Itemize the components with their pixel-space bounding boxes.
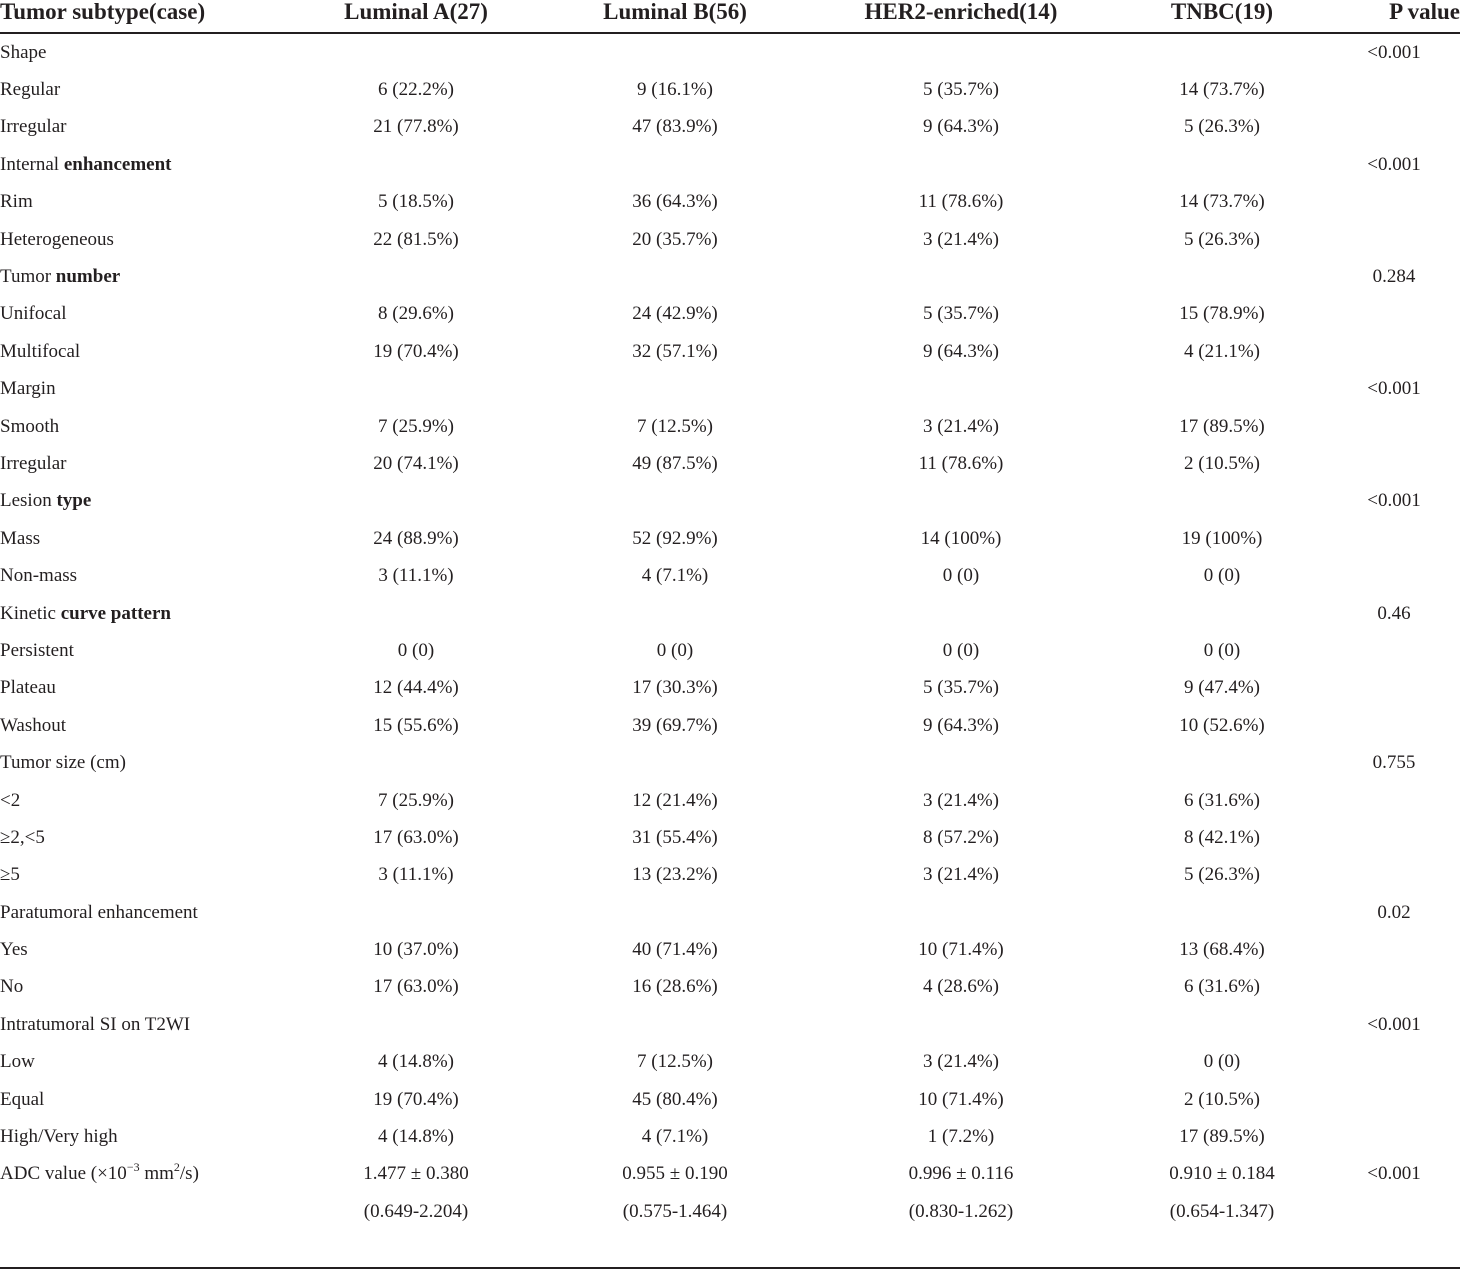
- value-cell: 17 (63.0%): [373, 976, 459, 998]
- table-row: [0, 969, 1460, 1006]
- value-cell: 15 (78.9%): [1179, 303, 1265, 325]
- value-cell: 5 (18.5%): [378, 191, 454, 213]
- category-label-bold: number: [55, 266, 121, 288]
- row-label: Persistent: [0, 639, 74, 661]
- category-label: [0, 595, 288, 632]
- category-label-text: Lesion: [0, 490, 57, 512]
- category-row: [0, 146, 1460, 183]
- value-cell: 4 (14.8%): [378, 1051, 454, 1073]
- row-label: Yes: [0, 939, 28, 961]
- table-row: [0, 819, 1460, 856]
- value-cell: 5 (35.7%): [923, 303, 999, 325]
- value-cell: 21 (77.8%): [373, 116, 459, 138]
- table-row: [0, 71, 1460, 108]
- row-label: <2: [0, 789, 21, 811]
- value-cell: 4 (21.1%): [1184, 340, 1260, 362]
- category-label-text: Shape: [0, 41, 47, 63]
- value-cell: 14 (73.7%): [1179, 191, 1265, 213]
- value-cell: 8 (57.2%): [923, 826, 999, 848]
- p-value-cell: 0.284: [1372, 266, 1416, 288]
- row-label: Smooth: [0, 415, 60, 437]
- p-value-cell: <0.001: [1367, 1163, 1421, 1185]
- value-cell: 5 (35.7%): [923, 79, 999, 101]
- value-cell: 7 (25.9%): [378, 415, 454, 437]
- value-cell: 5 (26.3%): [1184, 116, 1260, 138]
- category-label-bold: enhancement: [63, 153, 172, 175]
- value-cell: 5 (26.3%): [1184, 864, 1260, 886]
- p-value-cell: 0.755: [1372, 752, 1416, 774]
- header-tumor-subtype: Tumor subtype(case): [0, 0, 206, 24]
- bottom-rule: [0, 1267, 1460, 1269]
- value-cell: 39 (69.7%): [632, 714, 718, 736]
- value-cell: 6 (31.6%): [1184, 789, 1260, 811]
- p-value-cell: 0.46: [1377, 602, 1411, 624]
- row-label: Mass: [0, 527, 41, 549]
- value-cell: 10 (71.4%): [918, 939, 1004, 961]
- category-row: [0, 595, 1460, 632]
- table-row: [0, 707, 1460, 744]
- value-cell: 45 (80.4%): [632, 1088, 718, 1110]
- value-cell: 32 (57.1%): [632, 340, 718, 362]
- value-cell: 19 (70.4%): [373, 1088, 459, 1110]
- value-cell: 7 (12.5%): [637, 1051, 713, 1073]
- value-cell: 40 (71.4%): [632, 939, 718, 961]
- adc-range-cell: (0.654-1.347): [1169, 1200, 1275, 1222]
- adc-row: [0, 1156, 1460, 1193]
- category-label-text: Internal: [0, 153, 64, 175]
- value-cell: 20 (74.1%): [373, 452, 459, 474]
- adc-mean-cell: 1.477 ± 0.380: [363, 1163, 469, 1185]
- header-p-value: P value: [1389, 0, 1460, 24]
- category-label: [0, 483, 288, 520]
- value-cell: 22 (81.5%): [373, 228, 459, 250]
- value-cell: 24 (88.9%): [373, 527, 459, 549]
- value-cell: 20 (35.7%): [632, 228, 718, 250]
- header-luminal-b: Luminal B(56): [603, 0, 747, 24]
- table-row: [0, 632, 1460, 669]
- table-row: [0, 670, 1460, 707]
- value-cell: 10 (71.4%): [918, 1088, 1004, 1110]
- value-cell: 6 (22.2%): [378, 79, 454, 101]
- value-cell: 5 (35.7%): [923, 677, 999, 699]
- category-row: [0, 483, 1460, 520]
- table-row: [0, 557, 1460, 594]
- row-label: Heterogeneous: [0, 228, 114, 250]
- row-label: Rim: [0, 191, 33, 213]
- table-row: [0, 1118, 1460, 1155]
- category-label: [0, 146, 288, 183]
- category-row: [0, 1006, 1460, 1043]
- value-cell: 36 (64.3%): [632, 191, 718, 213]
- value-cell: 0 (0): [1203, 639, 1241, 661]
- adc-mean-cell: 0.955 ± 0.190: [622, 1163, 728, 1185]
- value-cell: 0 (0): [942, 565, 980, 587]
- adc-range-cell: (0.649-2.204): [363, 1200, 469, 1222]
- category-label-text: Tumor: [0, 266, 56, 288]
- table-row: [0, 931, 1460, 968]
- value-cell: 4 (14.8%): [378, 1126, 454, 1148]
- category-label: [0, 371, 288, 408]
- adc-range-cell: (0.575-1.464): [622, 1200, 728, 1222]
- value-cell: 47 (83.9%): [632, 116, 718, 138]
- adc-label-part: 2: [173, 1160, 180, 1175]
- category-label-text: Tumor size (cm): [0, 752, 126, 774]
- adc-mean-cell: 0.996 ± 0.116: [908, 1163, 1014, 1185]
- header-luminal-a: Luminal A(27): [344, 0, 488, 24]
- row-label: ≥5: [0, 864, 20, 886]
- value-cell: 16 (28.6%): [632, 976, 718, 998]
- value-cell: 19 (100%): [1181, 527, 1263, 549]
- category-row: [0, 34, 1460, 71]
- value-cell: 0 (0): [656, 639, 694, 661]
- value-cell: 4 (7.1%): [641, 1126, 709, 1148]
- value-cell: 4 (7.1%): [641, 565, 709, 587]
- value-cell: 3 (21.4%): [923, 415, 999, 437]
- row-label: No: [0, 976, 24, 998]
- table-row: [0, 445, 1460, 482]
- table-row: [0, 184, 1460, 221]
- value-cell: 13 (23.2%): [632, 864, 718, 886]
- value-cell: 52 (92.9%): [632, 527, 718, 549]
- table-row: [0, 408, 1460, 445]
- row-label: ≥2,<5: [0, 826, 45, 848]
- table-row: [0, 109, 1460, 146]
- adc-range-row: [0, 1193, 1460, 1230]
- value-cell: 9 (64.3%): [923, 340, 999, 362]
- value-cell: 14 (73.7%): [1179, 79, 1265, 101]
- category-label: [0, 894, 288, 931]
- table-row: [0, 1081, 1460, 1118]
- value-cell: 9 (64.3%): [923, 714, 999, 736]
- value-cell: 7 (12.5%): [637, 415, 713, 437]
- value-cell: 3 (21.4%): [923, 1051, 999, 1073]
- table-row: [0, 1044, 1460, 1081]
- value-cell: 11 (78.6%): [918, 191, 1004, 213]
- adc-mean-cell: 0.910 ± 0.184: [1169, 1163, 1275, 1185]
- value-cell: 10 (52.6%): [1179, 714, 1265, 736]
- value-cell: 4 (28.6%): [923, 976, 999, 998]
- value-cell: 2 (10.5%): [1184, 1088, 1260, 1110]
- p-value-cell: <0.001: [1367, 490, 1421, 512]
- row-label: Irregular: [0, 452, 67, 474]
- value-cell: 5 (26.3%): [1184, 228, 1260, 250]
- value-cell: 17 (63.0%): [373, 826, 459, 848]
- value-cell: 8 (29.6%): [378, 303, 454, 325]
- table-row: [0, 221, 1460, 258]
- adc-label-part: /s): [179, 1163, 199, 1185]
- value-cell: 31 (55.4%): [632, 826, 718, 848]
- value-cell: 9 (64.3%): [923, 116, 999, 138]
- value-cell: 49 (87.5%): [632, 452, 718, 474]
- p-value-cell: <0.001: [1367, 153, 1421, 175]
- value-cell: 3 (11.1%): [378, 565, 454, 587]
- value-cell: 0 (0): [942, 639, 980, 661]
- row-label: Non-mass: [0, 565, 78, 587]
- table-row: [0, 333, 1460, 370]
- value-cell: 3 (11.1%): [378, 864, 454, 886]
- category-label: [0, 258, 288, 295]
- value-cell: 13 (68.4%): [1179, 939, 1265, 961]
- category-label-text: Paratumoral enhancement: [0, 901, 198, 923]
- value-cell: 0 (0): [1203, 1051, 1241, 1073]
- row-label: Plateau: [0, 677, 56, 699]
- value-cell: 1 (7.2%): [927, 1126, 995, 1148]
- p-value-cell: <0.001: [1367, 378, 1421, 400]
- p-value-cell: <0.001: [1367, 41, 1421, 63]
- table-row: [0, 296, 1460, 333]
- value-cell: 9 (16.1%): [637, 79, 713, 101]
- row-label: Multifocal: [0, 340, 81, 362]
- value-cell: 17 (89.5%): [1179, 1126, 1265, 1148]
- value-cell: 19 (70.4%): [373, 340, 459, 362]
- row-label: Irregular: [0, 116, 67, 138]
- value-cell: 17 (30.3%): [632, 677, 718, 699]
- table-row: [0, 857, 1460, 894]
- value-cell: 12 (44.4%): [373, 677, 459, 699]
- category-label-bold: type: [56, 490, 92, 512]
- row-label: Washout: [0, 714, 67, 736]
- value-cell: 8 (42.1%): [1184, 826, 1260, 848]
- row-label: Unifocal: [0, 303, 67, 325]
- p-value-cell: <0.001: [1367, 1013, 1421, 1035]
- value-cell: 12 (21.4%): [632, 789, 718, 811]
- adc-label: [0, 1156, 288, 1193]
- value-cell: 24 (42.9%): [632, 303, 718, 325]
- category-label: [0, 34, 288, 71]
- value-cell: 6 (31.6%): [1184, 976, 1260, 998]
- value-cell: 3 (21.4%): [923, 789, 999, 811]
- value-cell: 11 (78.6%): [918, 452, 1004, 474]
- category-label: [0, 744, 288, 781]
- value-cell: 17 (89.5%): [1179, 415, 1265, 437]
- row-label: Low: [0, 1051, 35, 1073]
- value-cell: 0 (0): [397, 639, 435, 661]
- value-cell: 3 (21.4%): [923, 864, 999, 886]
- category-label-text: Intratumoral SI on T2WI: [0, 1013, 191, 1035]
- value-cell: 2 (10.5%): [1184, 452, 1260, 474]
- category-row: [0, 258, 1460, 295]
- category-label: [0, 1006, 288, 1043]
- category-row: [0, 744, 1460, 781]
- category-label-bold: curve pattern: [60, 602, 171, 624]
- value-cell: 9 (47.4%): [1184, 677, 1260, 699]
- header-her2-enriched: HER2-enriched(14): [864, 0, 1058, 24]
- value-cell: 10 (37.0%): [373, 939, 459, 961]
- table-row: [0, 520, 1460, 557]
- p-value-cell: 0.02: [1377, 901, 1411, 923]
- category-label-text: Margin: [0, 378, 56, 400]
- category-row: [0, 371, 1460, 408]
- row-label: Equal: [0, 1088, 45, 1110]
- value-cell: 15 (55.6%): [373, 714, 459, 736]
- value-cell: 0 (0): [1203, 565, 1241, 587]
- header-row: [0, 0, 1460, 32]
- adc-range-cell: (0.830-1.262): [908, 1200, 1014, 1222]
- adc-label-part: ADC value (×10: [0, 1163, 127, 1185]
- category-row: [0, 894, 1460, 931]
- category-label-text: Kinetic: [0, 602, 61, 624]
- header-tnbc: TNBC(19): [1170, 0, 1274, 24]
- value-cell: 14 (100%): [920, 527, 1002, 549]
- adc-label-part: mm: [139, 1163, 174, 1185]
- value-cell: 3 (21.4%): [923, 228, 999, 250]
- adc-label-part: −3: [126, 1160, 140, 1175]
- table-body: [0, 32, 1460, 1231]
- row-label: High/Very high: [0, 1126, 118, 1148]
- value-cell: 7 (25.9%): [378, 789, 454, 811]
- row-label: Regular: [0, 79, 61, 101]
- table-row: [0, 782, 1460, 819]
